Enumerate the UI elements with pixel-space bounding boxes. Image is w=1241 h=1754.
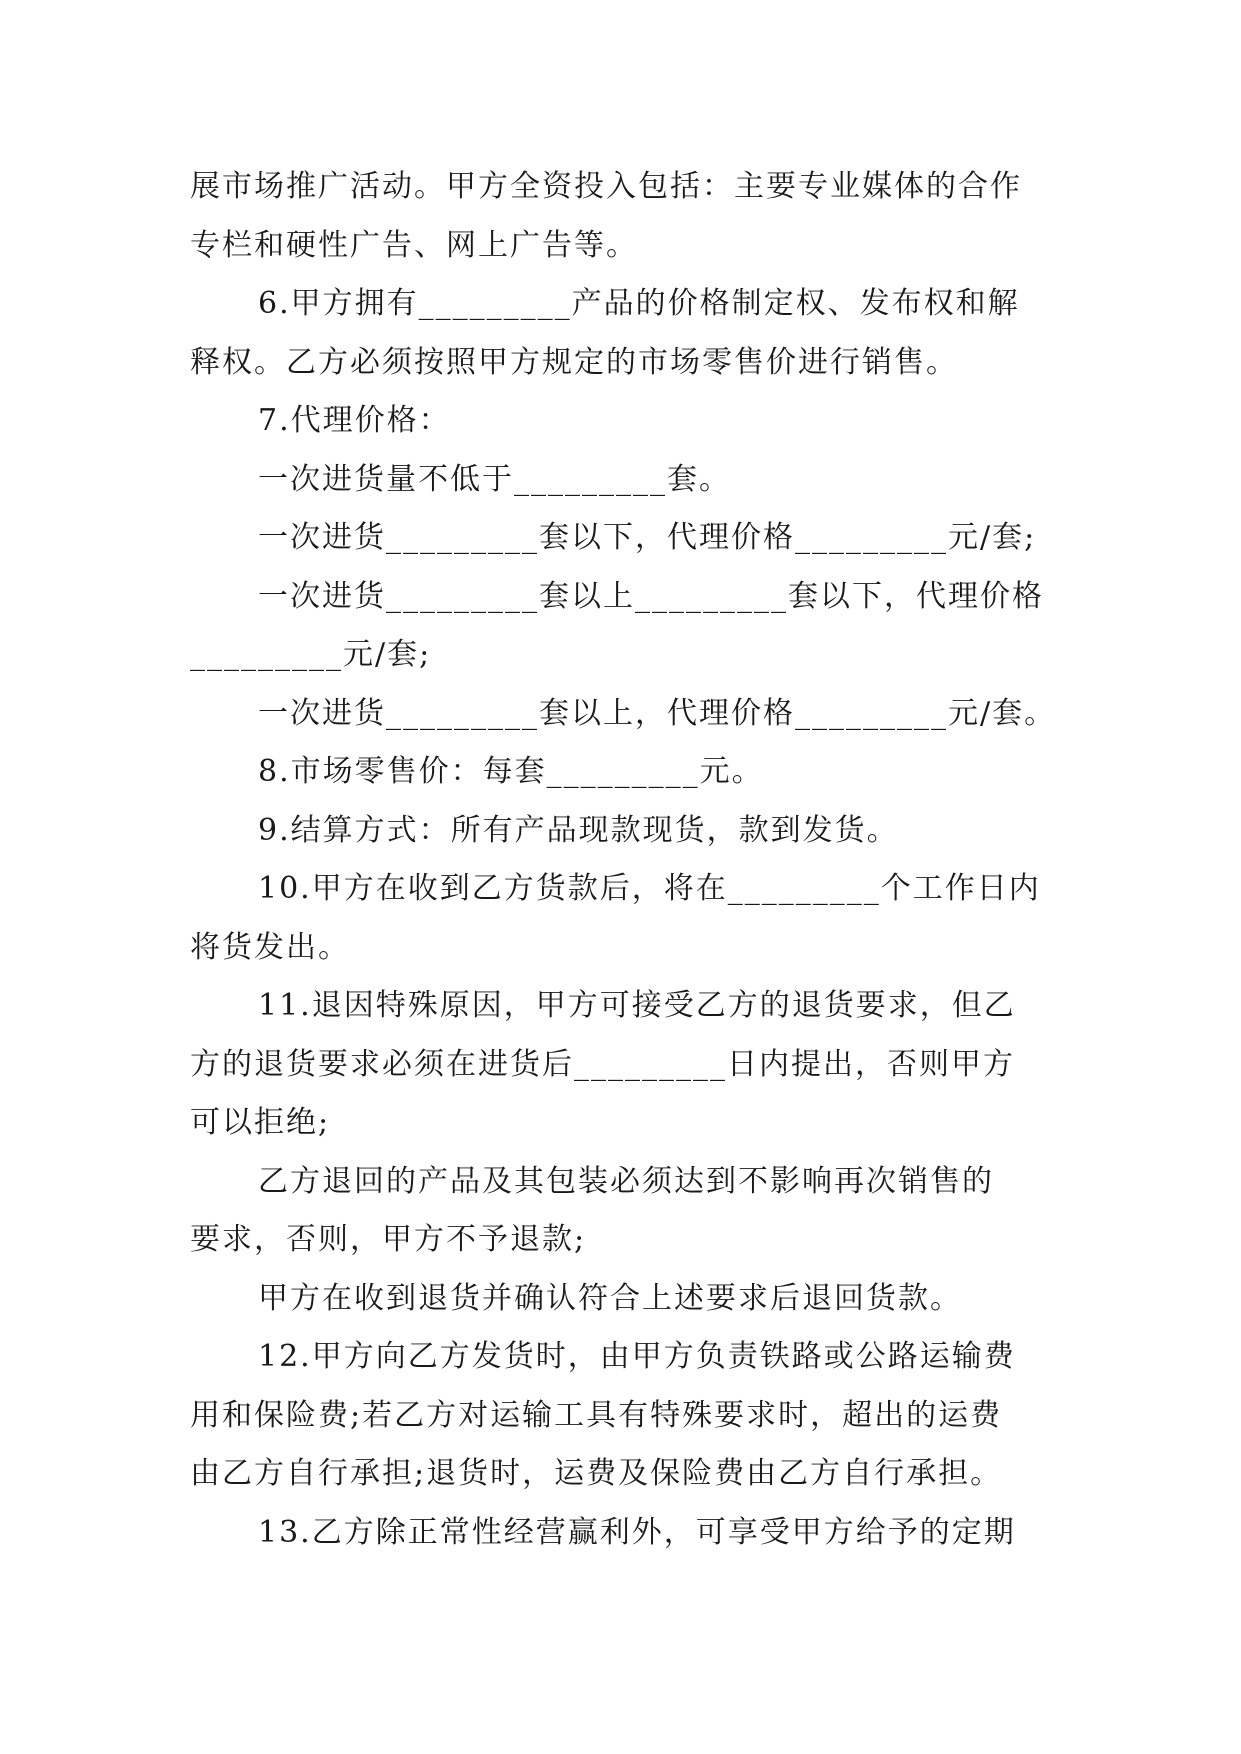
clause-11: 11.退因特殊原因，甲方可接受乙方的退货要求，但乙 [258,988,1016,1023]
text-line: 一次进货_________套以上_________套以下，代理价格 [258,578,1044,614]
text-line: 要求，否则，甲方不予退款; [190,1222,587,1257]
text-line: 专栏和硬性广告、网上广告等。 [190,227,638,263]
clause-13: 13.乙方除正常性经营赢利外，可享受甲方给予的定期 [258,1514,1016,1550]
text-line: 方的退货要求必须在进货后_________日内提出，否则甲方 [190,1046,1015,1082]
text-line: 由乙方自行承担;退货时，运费及保险费由乙方自行承担。 [190,1456,1003,1491]
text-line: 一次进货量不低于_________套。 [258,461,731,497]
text-line: 一次进货_________套以上，代理价格_________元/套。 [258,695,1057,731]
text-line: 甲方在收到退货并确认符合上述要求后退回货款。 [258,1280,962,1316]
document-body [190,158,1070,1562]
clause-12: 12.甲方向乙方发货时，由甲方负责铁路或公路运输费 [258,1339,1016,1374]
text-line: 展市场推广活动。甲方全资投入包括：主要专业媒体的合作 [190,169,1022,204]
text-line: 用和保险费;若乙方对运输工具有特殊要求时，超出的运费 [190,1397,1003,1433]
text-line: 乙方退回的产品及其包装必须达到不影响再次销售的 [258,1163,994,1199]
clause-8: 8.市场零售价：每套_________元。 [258,754,764,789]
text-line: 释权。乙方必须按照甲方规定的市场零售价进行销售。 [190,344,958,380]
clause-6: 6.甲方拥有_________产品的价格制定权、发布权和解 [258,286,1020,321]
text-line: _________元/套; [190,637,432,672]
text-line: 一次进货_________套以下，代理价格_________元/套; [258,520,1037,555]
text-line: 可以拒绝; [190,1105,331,1140]
clause-10: 10.甲方在收到乙方货款后，将在_________个工作日内 [258,871,1041,906]
clause-9: 9.结算方式：所有产品现款现货，款到发货。 [258,812,899,848]
clause-7: 7.代理价格： [258,403,451,438]
text-line: 将货发出。 [190,929,350,965]
